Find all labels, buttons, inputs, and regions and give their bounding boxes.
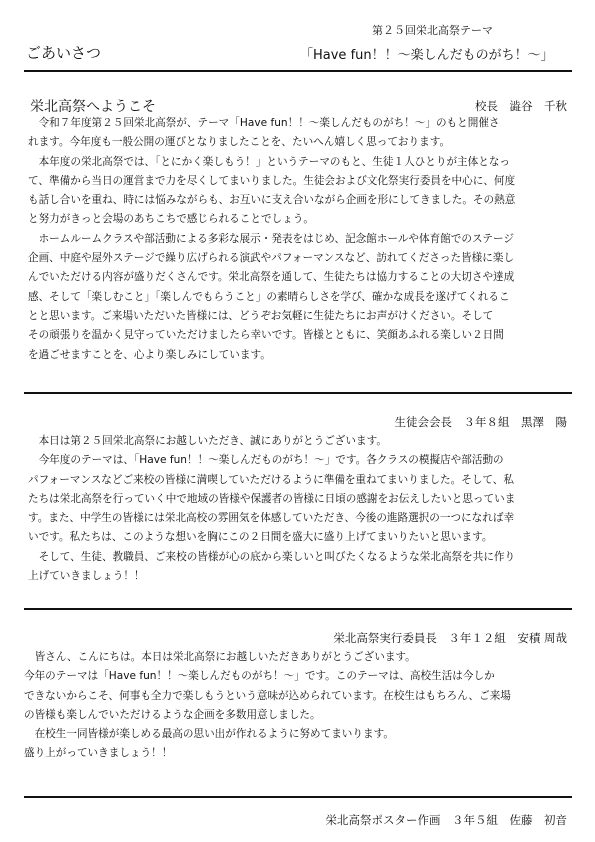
text-line: 上げていきましょう！！ [28, 570, 145, 583]
student-council-message [28, 432, 515, 586]
text-line: ホームルームクラスや部活動による多彩な展示・発表をはじめ、記念館ホールや体育館でのステージ [28, 232, 514, 245]
text-line: の皆様も楽しんでいただけるような企画を多数用意しました。 [24, 708, 321, 721]
text-line: 今年のテーマは「Have fun！！～楽しんだものがち！～」です。このテーマは、高校生活は今しか [24, 670, 495, 683]
festival-theme: 「Have fun！！～楽しんだものがち！～」 [300, 48, 554, 63]
poster-credit: 栄北高祭ポスター作画 ３年５組 佐藤 初音 [325, 813, 567, 827]
principal-byline: 校長 澁谷 千秋 [475, 99, 567, 113]
text-line: て、準備から当日の運営まで力を尽くしてまいりました。生徒会および文化祭実行委員を中心に、何度 [28, 174, 516, 187]
text-line: と努力がきっと会場のあちこちで感じられることでしょう。 [28, 213, 314, 226]
text-line: 盛り上がっていきましょう！！ [24, 747, 173, 760]
text-line: 今年度のテーマは、「Have fun！！～楽しんだものがち！～」です。各クラスの模擬店や部活動の [28, 454, 504, 467]
text-line: 本日は第２５回栄北高祭にお越しいただき、誠にありがとうございます。 [28, 435, 387, 447]
text-line: その頑張りを温かく見守っていただけましたら幸いです。皆様とともに、笑顔あふれる楽しい２日間 [28, 329, 504, 342]
principal-message [28, 114, 515, 365]
section-divider-1 [24, 392, 572, 394]
student-council-byline: 生徒会会長 ３年８組 黒澤 陽 [394, 415, 567, 429]
greeting-heading: ごあいさつ [26, 44, 102, 62]
text-line: できないからこそ、何事も全力で楽しもうという意味が込められています。在校生はもちろん、ご来場 [24, 689, 511, 702]
text-line: 令和７年度第２５回栄北高祭が、テーマ「Have fun！！～楽しんだものがち！～」のもと開催さ [28, 117, 500, 129]
text-line: そして、生徒、教職員、ご来校の皆様が心の底から楽しいと叫びたくなるような栄北高祭を共に作り [28, 550, 516, 563]
text-line: んでいただける内容が盛りだくさんです。栄北高祭を通して、生徒たちは協力することの大切さや達成 [28, 271, 515, 284]
principal-section-title: 栄北高祭へようこそ [30, 99, 156, 115]
text-line: 本年度の栄北高祭では、「とにかく楽しもう！」というテーマのもと、生徒１人ひとりが主体となっ [28, 155, 511, 168]
text-line: たちは栄北高祭を行っていく中で地域の皆様や保護者の皆様に日頃の感謝をお伝えしたいと思っていま [28, 492, 516, 505]
header-divider [24, 70, 572, 72]
text-line: れます。今年度も一般公開の運びとなりましたことを、たいへん嬉しく思っております。 [28, 136, 451, 149]
text-line: を過ごせますことを、心より楽しみにしています。 [28, 348, 271, 361]
text-line: とと思います。ご来場いただいた皆様には、どうぞお気軽に生徒たちにお声がけください。そして [28, 309, 494, 322]
theme-label: 第２５回栄北高祭テーマ [372, 24, 493, 37]
text-line: も話し合いを重ね、時には悩みながらも、お互いに支え合いながら企画を形にしてきました。その熱意 [28, 194, 516, 207]
text-line: 在校生一同皆様が楽しめる最高の思い出が作れるように努めてまいります。 [24, 728, 394, 741]
text-line: 皆さん、こんにちは。本日は栄北高祭にお越しいただきありがとうございます。 [24, 651, 416, 663]
section-divider-2 [24, 608, 572, 610]
text-line: パフォーマンスなどご来校の皆様に満喫していただけるように準備を重ねてまいりました。そして、私 [28, 473, 514, 486]
text-line: 企画、中庭や屋外ステージで繰り広げられる演武やパフォーマンスなど、訪れてくださった皆様に楽し [28, 252, 515, 265]
committee-byline: 栄北高祭実行委員長 ３年１２組 安積 周哉 [333, 631, 567, 645]
committee-message [24, 648, 511, 764]
text-line: いです。私たちは、このような想いを胸にこの２日間を盛大に盛り上げてまいりたいと思います。 [28, 531, 493, 544]
section-divider-3 [24, 796, 572, 798]
text-line: 感、そして「楽しむこと」「楽しんでもらうこと」の素晴らしさを学び、確かな成長を遂げてくれるこ [28, 290, 510, 303]
text-line: す。また、中学生の皆様には栄北高校の雰囲気を体感していただき、今後の進路選択の一つになれば幸 [28, 512, 515, 525]
